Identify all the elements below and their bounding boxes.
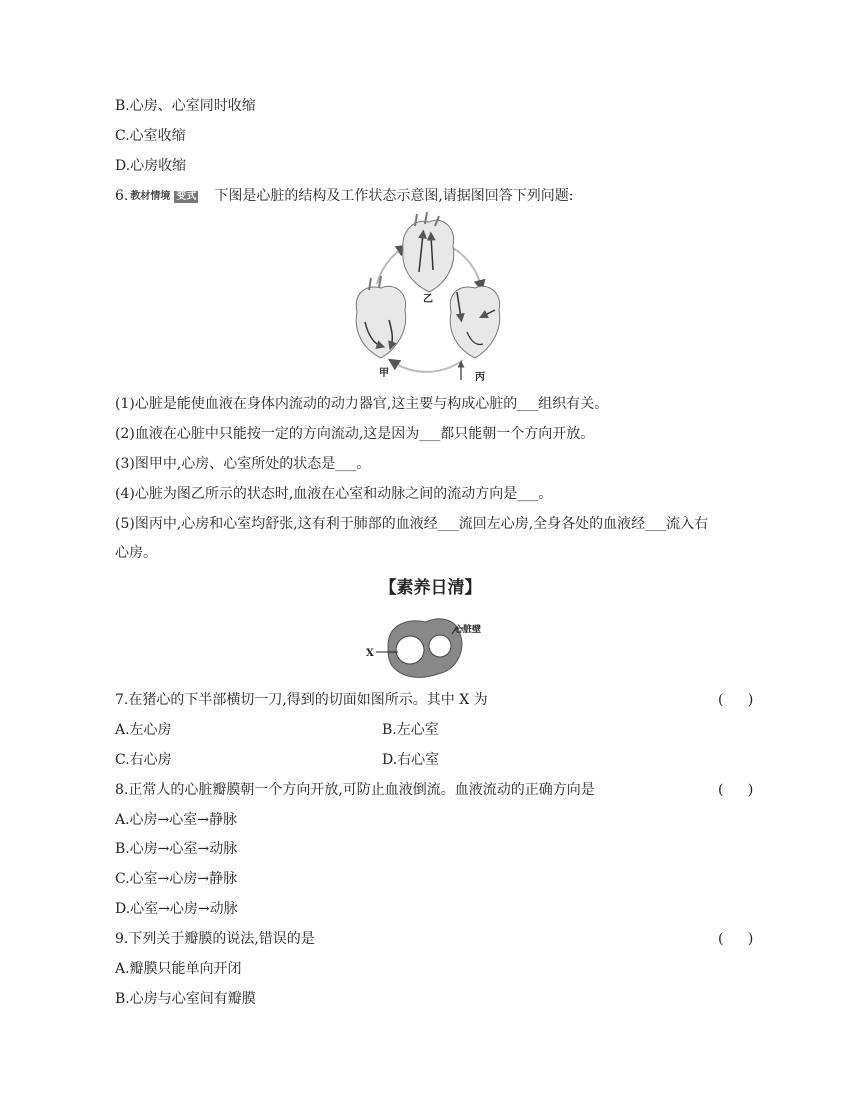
q8-option-b: B.心房→心室→动脉 xyxy=(115,841,238,857)
q7-stem: 7.在猪心的下半部横切一刀,得到的切面如图所示。其中 X 为 xyxy=(115,692,488,708)
q5-option-d: D.心房收缩 xyxy=(115,158,187,174)
q9-option-b: B.心房与心室间有瓣膜 xyxy=(115,991,256,1007)
q9-answer-paren: ( ) xyxy=(718,931,764,947)
q6-number: 6. xyxy=(115,188,129,204)
q9-option-a: A.瓣膜只能单向开闭 xyxy=(115,961,242,977)
q8-option-d: D.心室→心房→动脉 xyxy=(115,901,238,917)
q6-stem-line xyxy=(115,186,574,206)
q7-option-d: D.右心室 xyxy=(382,752,440,768)
heart-yi-drawing xyxy=(403,212,454,292)
figure-label-x: X xyxy=(366,648,374,659)
q7-answer-paren: ( ) xyxy=(718,692,764,708)
section-title: 【素养日清】 xyxy=(379,578,482,598)
q7-option-b: B.左心室 xyxy=(382,722,439,738)
q7-option-c: C.右心房 xyxy=(115,752,172,768)
q5-option-b: B.心房、心室同时收缩 xyxy=(115,98,256,114)
q6-part-1: (1)心脏是能使血液在身体内流动的动力器官,这主要与构成心脏的___组织有关。 xyxy=(115,396,609,412)
q8-answer-paren: ( ) xyxy=(718,782,764,798)
heart-cross-section-figure xyxy=(364,614,494,680)
q8-stem: 8.正常人的心脏瓣膜朝一个方向开放,可防止血液倒流。血液流动的正确方向是 xyxy=(115,782,595,798)
q6-part-5: (5)图丙中,心房和心室均舒张,这有利于肺部的血液经___流回左心房,全身各处的血液经___流入右 xyxy=(115,516,709,532)
q8-option-a: A.心房→心室→静脉 xyxy=(115,812,238,828)
heart-bing-drawing xyxy=(450,286,499,380)
q6-part-3: (3)图甲中,心房、心室所处的状态是___。 xyxy=(115,456,371,472)
q6-stem: 下图是心脏的结构及工作状态示意图,请据图回答下列问题: xyxy=(214,188,574,204)
figure-label-jia: 甲 xyxy=(379,368,389,379)
heart-cycle-figure xyxy=(345,212,505,384)
figure-label-yi: 乙 xyxy=(423,294,433,305)
q6-part-2: (2)血液在心脏中只能按一定的方向流动,这是因为___都只能朝一个方向开放。 xyxy=(115,426,595,442)
variant-tag: 变式 xyxy=(176,191,197,202)
q9-stem: 9.下列关于瓣膜的说法,错误的是 xyxy=(115,931,315,947)
q5-option-c: C.心室收缩 xyxy=(115,128,186,144)
textbook-context-tag: 教材情境 xyxy=(130,191,171,202)
figure-label-bing: 丙 xyxy=(475,372,485,383)
q6-part-5-continued: 心房。 xyxy=(115,545,157,561)
q6-part-4: (4)心脏为图乙所示的状态时,血液在心室和动脉之间的流动方向是___。 xyxy=(115,486,553,502)
q7-option-a: A.左心房 xyxy=(115,722,172,738)
heart-jia-drawing xyxy=(356,276,405,358)
q8-option-c: C.心室→心房→静脉 xyxy=(115,871,238,887)
figure-label-heart-wall: 心脏壁 xyxy=(454,625,482,635)
